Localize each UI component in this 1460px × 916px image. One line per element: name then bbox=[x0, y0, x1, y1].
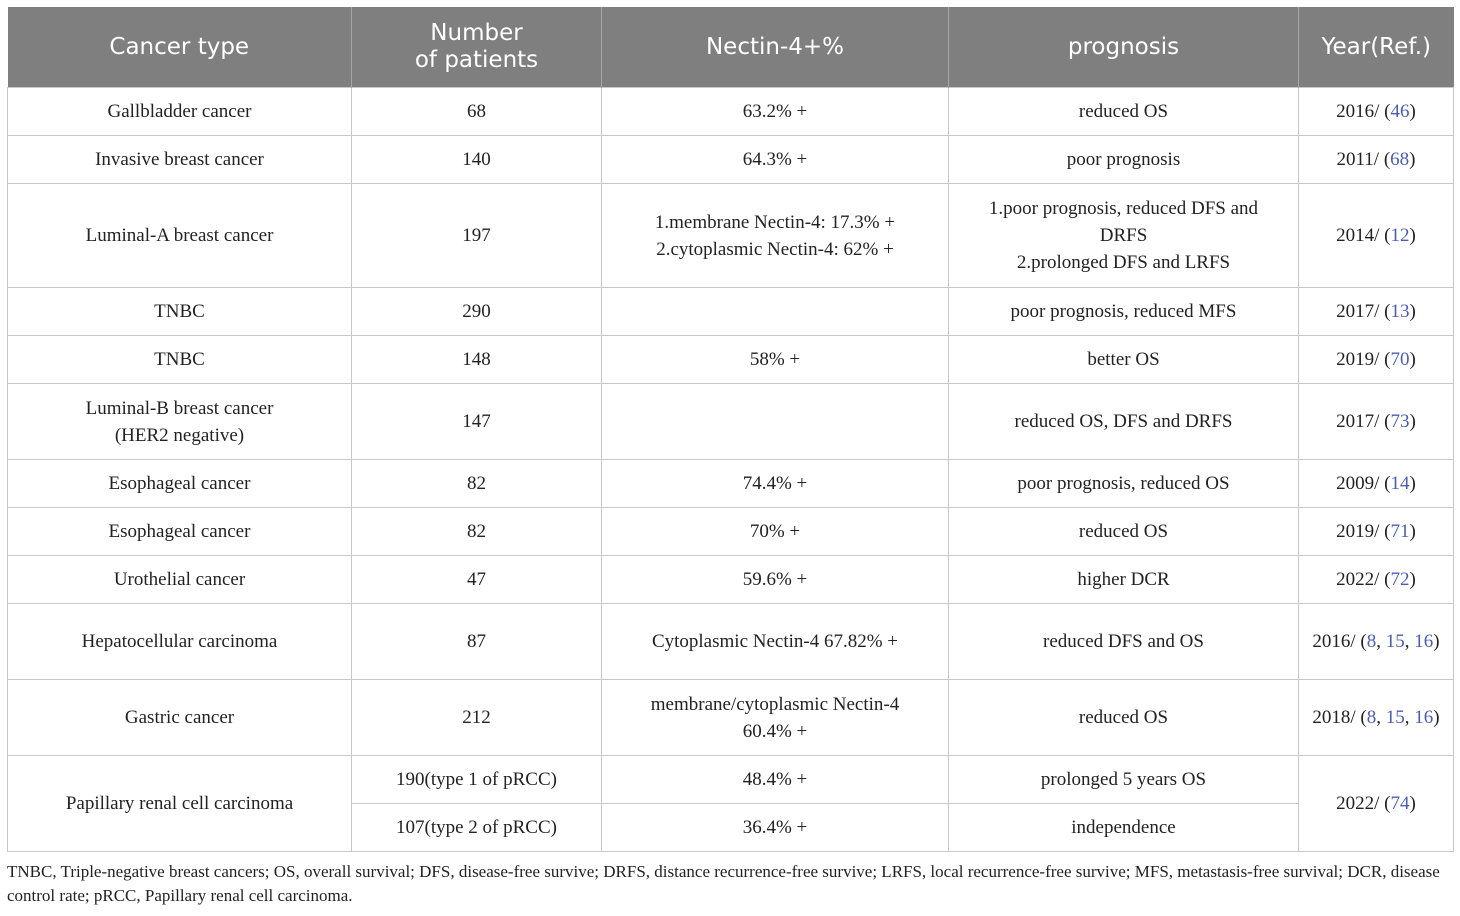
year-close: ) bbox=[1409, 149, 1416, 170]
table-row bbox=[8, 556, 1454, 604]
year-text: 2022/ ( bbox=[1336, 793, 1391, 814]
year-text: 2016/ ( bbox=[1336, 101, 1391, 122]
year-close: ) bbox=[1409, 793, 1416, 814]
cell-year-ref bbox=[1299, 384, 1454, 460]
cell-patients: 147 bbox=[352, 384, 602, 460]
year-text: 2009/ ( bbox=[1336, 473, 1391, 494]
cell-patients: 47 bbox=[352, 556, 602, 604]
cell-cancer-type: Gallbladder cancer bbox=[8, 88, 352, 136]
reference-link[interactable]: 46 bbox=[1390, 101, 1410, 122]
cell-nectin4-line: 1.membrane Nectin-4: 17.3% + bbox=[654, 211, 896, 233]
table-row bbox=[8, 384, 1454, 460]
ref-separator: , bbox=[1404, 707, 1415, 728]
cell-cancer-type: Esophageal cancer bbox=[8, 460, 352, 508]
nectin4-table bbox=[7, 7, 1454, 852]
reference-link[interactable]: 16 bbox=[1414, 707, 1434, 728]
header-cancer-type: Cancer type bbox=[8, 7, 352, 88]
cell-year-ref bbox=[1299, 508, 1454, 556]
cell-nectin4: 63.2% + bbox=[602, 88, 949, 136]
cell-cancer-type: Esophageal cancer bbox=[8, 508, 352, 556]
cell-prognosis-line: 1.poor prognosis, reduced DFS and bbox=[988, 198, 1259, 219]
cell-patients: 140 bbox=[352, 136, 602, 184]
cell-cancer-type: Hepatocellular carcinoma bbox=[8, 604, 352, 680]
cell-nectin4 bbox=[602, 384, 949, 460]
year-text: 2017/ ( bbox=[1336, 411, 1391, 432]
cell-nectin4: 36.4% + bbox=[602, 804, 949, 852]
cell-prognosis: reduced OS bbox=[949, 508, 1299, 556]
cell-nectin4-line: 60.4% + bbox=[742, 720, 808, 742]
reference-link[interactable]: 14 bbox=[1390, 473, 1410, 494]
cell-cancer-type: Urothelial cancer bbox=[8, 556, 352, 604]
year-close: ) bbox=[1409, 569, 1416, 590]
reference-link[interactable]: 13 bbox=[1390, 301, 1410, 322]
cell-patients: 87 bbox=[352, 604, 602, 680]
year-close: ) bbox=[1409, 411, 1416, 432]
header-number-of-patients bbox=[352, 7, 602, 88]
year-close: ) bbox=[1409, 473, 1416, 494]
reference-link[interactable]: 68 bbox=[1390, 149, 1410, 170]
year-close: ) bbox=[1433, 631, 1440, 652]
year-text: 2017/ ( bbox=[1336, 301, 1391, 322]
year-text: 2019/ ( bbox=[1336, 521, 1391, 542]
table-row bbox=[8, 88, 1454, 136]
cell-year-ref bbox=[1299, 336, 1454, 384]
cell-year-ref bbox=[1299, 604, 1454, 680]
reference-link[interactable]: 12 bbox=[1390, 225, 1410, 246]
cell-patients: 68 bbox=[352, 88, 602, 136]
cell-cancer-type: Papillary renal cell carcinoma bbox=[8, 756, 352, 852]
cell-year-ref bbox=[1299, 288, 1454, 336]
reference-link[interactable]: 73 bbox=[1390, 411, 1410, 432]
year-close: ) bbox=[1433, 707, 1440, 728]
cell-year-ref bbox=[1299, 756, 1454, 852]
table-row bbox=[8, 604, 1454, 680]
cell-prognosis: better OS bbox=[949, 336, 1299, 384]
cell-nectin4: 59.6% + bbox=[602, 556, 949, 604]
reference-link[interactable]: 71 bbox=[1390, 521, 1410, 542]
reference-link[interactable]: 15 bbox=[1385, 707, 1405, 728]
table-row bbox=[8, 184, 1454, 288]
year-close: ) bbox=[1409, 101, 1416, 122]
table-row bbox=[8, 288, 1454, 336]
cell-prognosis: prolonged 5 years OS bbox=[949, 756, 1299, 804]
cell-prognosis: higher DCR bbox=[949, 556, 1299, 604]
table-container bbox=[7, 7, 1453, 852]
year-text: 2019/ ( bbox=[1336, 349, 1391, 370]
cell-year-ref bbox=[1299, 556, 1454, 604]
year-close: ) bbox=[1409, 521, 1416, 542]
cell-prognosis: reduced OS bbox=[949, 680, 1299, 756]
header-nectin4: Nectin-4+% bbox=[602, 7, 949, 88]
cell-prognosis-line: DRFS bbox=[1099, 225, 1148, 246]
cell-nectin4: Cytoplasmic Nectin-4 67.82% + bbox=[602, 604, 949, 680]
cell-year-ref bbox=[1299, 680, 1454, 756]
ref-separator: , bbox=[1376, 707, 1386, 728]
cell-prognosis bbox=[949, 184, 1299, 288]
cell-patients: 197 bbox=[352, 184, 602, 288]
header-year-ref: Year(Ref.) bbox=[1299, 7, 1454, 88]
year-close: ) bbox=[1409, 301, 1416, 322]
year-close: ) bbox=[1409, 225, 1416, 246]
cell-patients: 107(type 2 of pRCC) bbox=[352, 804, 602, 852]
cell-cancer-type: TNBC bbox=[8, 336, 352, 384]
table-footnote: TNBC, Triple-negative breast cancers; OS, overall survival; DFS, disease-free survive; DRFS, distance recurrence-free survive; LRFS, local recurrence-free survive; MFS, metastasis-free survival; DCR, disease control rate; pRCC, Papillary renal cell carcinoma. bbox=[7, 862, 1440, 905]
ref-separator: , bbox=[1404, 631, 1415, 652]
cell-prognosis: independence bbox=[949, 804, 1299, 852]
cell-nectin4: 58% + bbox=[602, 336, 949, 384]
cell-cancer-type bbox=[8, 384, 352, 460]
cell-cancer-type-line: Luminal-B breast cancer bbox=[85, 397, 274, 419]
reference-link[interactable]: 16 bbox=[1414, 631, 1434, 652]
cell-cancer-type: TNBC bbox=[8, 288, 352, 336]
cell-cancer-type: Luminal-A breast cancer bbox=[8, 184, 352, 288]
cell-patients: 290 bbox=[352, 288, 602, 336]
table-row bbox=[8, 136, 1454, 184]
cell-cancer-type-line: (HER2 negative) bbox=[114, 424, 245, 446]
header-number-line1: Number bbox=[430, 20, 523, 46]
cell-nectin4-line: membrane/cytoplasmic Nectin-4 bbox=[650, 693, 900, 715]
cell-nectin4-line: 2.cytoplasmic Nectin-4: 62% + bbox=[656, 238, 894, 260]
cell-nectin4 bbox=[602, 184, 949, 288]
header-row bbox=[8, 7, 1454, 88]
year-close: ) bbox=[1409, 349, 1416, 370]
cell-cancer-type: Gastric cancer bbox=[8, 680, 352, 756]
table-row bbox=[8, 756, 1454, 804]
cell-prognosis: poor prognosis, reduced OS bbox=[949, 460, 1299, 508]
cell-nectin4: 64.3% + bbox=[602, 136, 949, 184]
reference-link[interactable]: 15 bbox=[1385, 631, 1405, 652]
table-row bbox=[8, 460, 1454, 508]
cell-nectin4 bbox=[602, 288, 949, 336]
reference-link[interactable]: 70 bbox=[1390, 349, 1410, 370]
table-row bbox=[8, 508, 1454, 556]
cell-prognosis: poor prognosis bbox=[949, 136, 1299, 184]
header-number-line2: of patients bbox=[414, 47, 539, 73]
cell-prognosis: reduced OS bbox=[949, 88, 1299, 136]
year-text: 2022/ ( bbox=[1336, 569, 1391, 590]
year-text: 2016/ ( bbox=[1312, 631, 1367, 652]
cell-prognosis: reduced DFS and OS bbox=[949, 604, 1299, 680]
reference-link[interactable]: 8 bbox=[1366, 631, 1377, 652]
cell-year-ref bbox=[1299, 460, 1454, 508]
cell-nectin4: 74.4% + bbox=[602, 460, 949, 508]
reference-link[interactable]: 72 bbox=[1390, 569, 1410, 590]
table-row bbox=[8, 336, 1454, 384]
cell-nectin4: 48.4% + bbox=[602, 756, 949, 804]
ref-separator: , bbox=[1376, 631, 1386, 652]
cell-patients: 82 bbox=[352, 460, 602, 508]
cell-patients: 212 bbox=[352, 680, 602, 756]
cell-year-ref bbox=[1299, 88, 1454, 136]
year-text: 2018/ ( bbox=[1312, 707, 1367, 728]
cell-prognosis: reduced OS, DFS and DRFS bbox=[949, 384, 1299, 460]
cell-prognosis-line: 2.prolonged DFS and LRFS bbox=[1016, 252, 1231, 273]
cell-patients: 148 bbox=[352, 336, 602, 384]
table-row bbox=[8, 680, 1454, 756]
cell-patients: 82 bbox=[352, 508, 602, 556]
reference-link[interactable]: 8 bbox=[1366, 707, 1377, 728]
reference-link[interactable]: 74 bbox=[1390, 793, 1410, 814]
table-body bbox=[8, 88, 1454, 852]
cell-prognosis: poor prognosis, reduced MFS bbox=[949, 288, 1299, 336]
year-text: 2014/ ( bbox=[1336, 225, 1391, 246]
cell-year-ref bbox=[1299, 184, 1454, 288]
cell-year-ref bbox=[1299, 136, 1454, 184]
header-prognosis: prognosis bbox=[949, 7, 1299, 88]
year-text: 2011/ ( bbox=[1336, 149, 1391, 170]
cell-nectin4 bbox=[602, 680, 949, 756]
cell-cancer-type: Invasive breast cancer bbox=[8, 136, 352, 184]
cell-patients: 190(type 1 of pRCC) bbox=[352, 756, 602, 804]
cell-nectin4: 70% + bbox=[602, 508, 949, 556]
